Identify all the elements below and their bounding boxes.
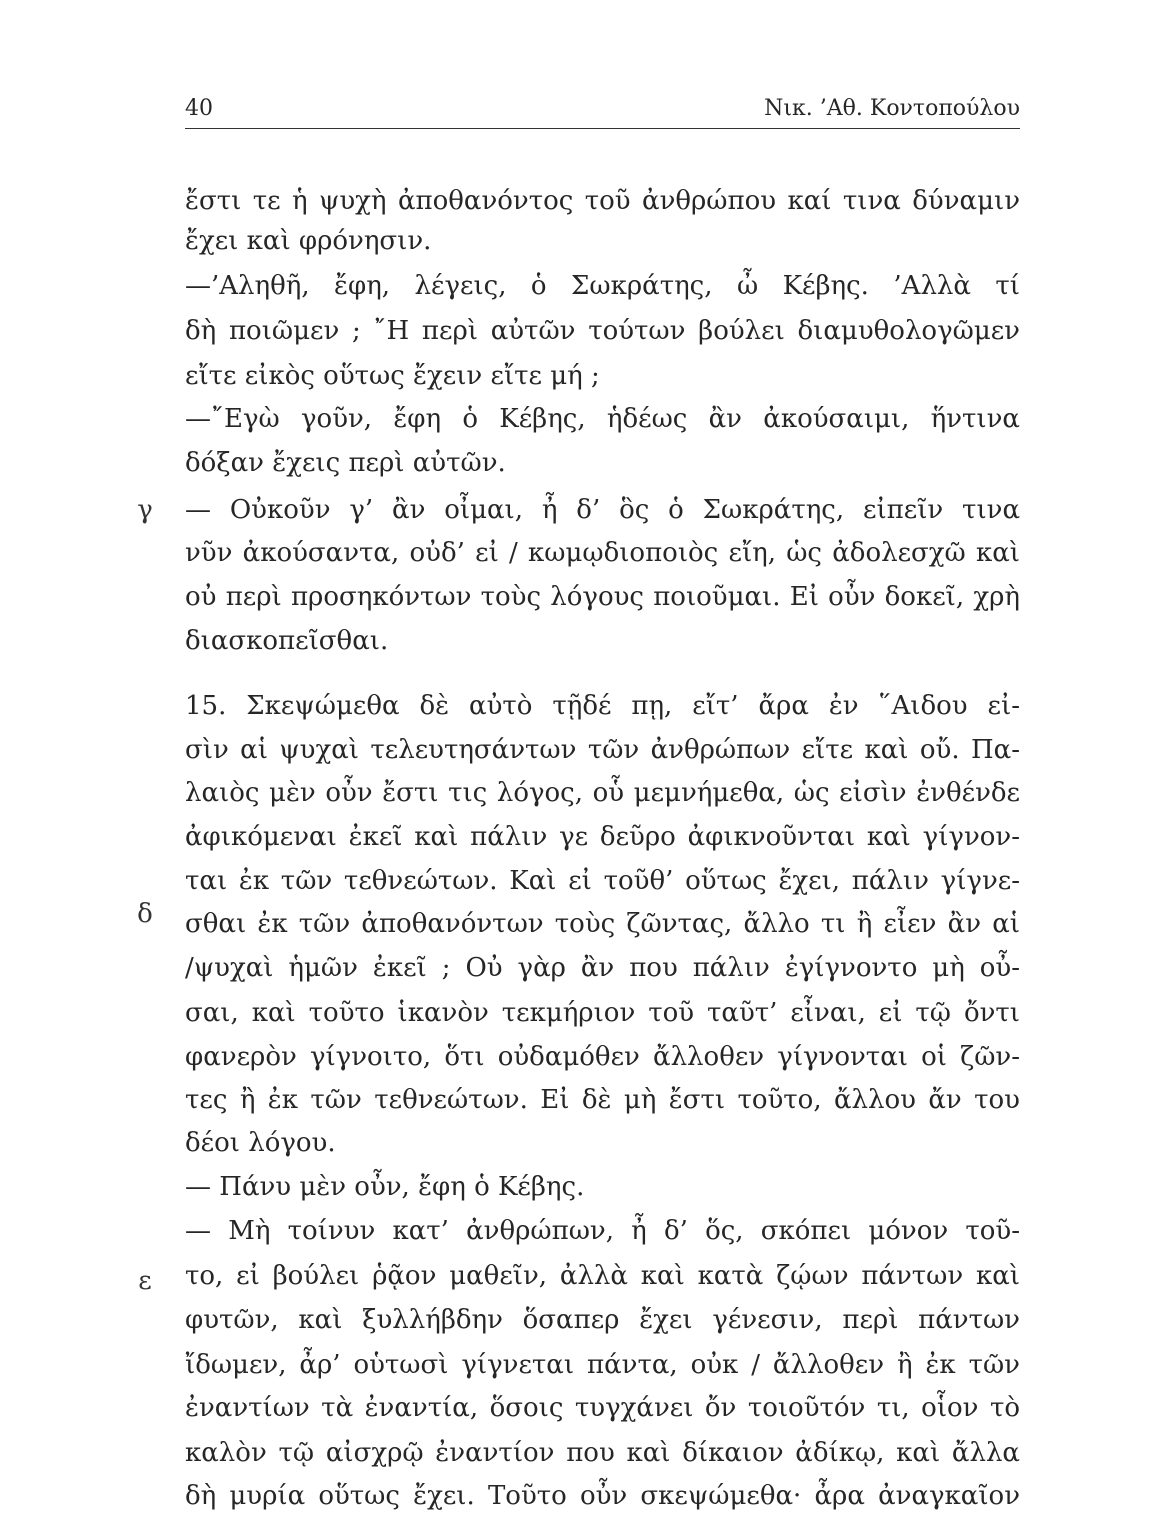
text-line: τες ἢ ἐκ τῶν τεθνεώτων. Εἰ δὲ μὴ ἔστι τοῦτο, ἄλλου ἄν του — [185, 1085, 1020, 1115]
text-line: —’Αληθῆ, ἔφη, λέγεις, ὁ Σωκράτης, ὦ Κέβης. ’Αλλὰ τί — [185, 271, 1020, 301]
text-line: 15. Σκεψώμεθα δὲ αὐτὸ τῇδέ πῃ, εἴτ’ ἄρα ἐν ῞Αιδου εἰ- — [185, 691, 1020, 721]
text-line: ἀφικόμεναι ἐκεῖ καὶ πάλιν γε δεῦρο ἀφικνοῦνται καὶ γίγνον- — [185, 822, 1020, 852]
text-line: — Μὴ τοίνυν κατ’ ἀνθρώπων, ἦ δ’ ὅς, σκόπει μόνον τοῦ- — [185, 1216, 1020, 1246]
text-line: δὴ ποιῶμεν ; ῎Η περὶ αὐτῶν τούτων βούλει διαμυθολογῶμεν — [185, 316, 1020, 346]
text-line: σθαι ἐκ τῶν ἀποθανόντων τοὺς ζῶντας, ἄλλο τι ἢ εἶεν ἂν αἱ — [185, 909, 1020, 939]
text-line: —῎Εγὼ γοῦν, ἔφη ὁ Κέβης, ἡδέως ἂν ἀκούσαιμι, ἥντινα — [185, 404, 1020, 434]
text-line: ται ἐκ τῶν τεθνεώτων. Καὶ εἰ τοῦθ’ οὕτως ἔχει, πάλιν γίγνε- — [185, 866, 1020, 896]
header-rule — [185, 128, 1020, 129]
text-line: — Πάνυ μὲν οὖν, ἔφη ὁ Κέβης. — [185, 1172, 585, 1202]
text-line: ἴδωμεν, ἆρ’ οὑτωσὶ γίγνεται πάντα, οὐκ / ἄλλοθεν ἢ ἐκ τῶν — [185, 1350, 1020, 1380]
text-line: δὴ μυρία οὕτως ἔχει. Τοῦτο οὖν σκεψώμεθα· ἆρα ἀναγκαῖον — [185, 1481, 1020, 1511]
text-line: σαι, καὶ τοῦτο ἱκανὸν τεκμήριον τοῦ ταῦτ’ εἶναι, εἰ τῷ ὄντι — [185, 998, 1020, 1028]
running-title: Νικ. ’Αθ. Κοντοπούλου — [764, 96, 1020, 121]
margin-note-delta: δ — [137, 899, 153, 929]
text-line: ἔχει καὶ φρόνησιν. — [185, 226, 432, 256]
text-line: φανερὸν γίγνοιτο, ὅτι οὐδαμόθεν ἄλλοθεν γίγνονται οἱ ζῶν- — [185, 1042, 1020, 1072]
text-line: /ψυχαὶ ἡμῶν ἐκεῖ ; Οὐ γὰρ ἂν που πάλιν ἐγίγνοντο μὴ οὖ- — [185, 953, 1020, 983]
text-line: σὶν αἱ ψυχαὶ τελευτησάντων τῶν ἀνθρώπων εἴτε καὶ οὔ. Πα- — [185, 735, 1020, 765]
text-line: λαιὸς μὲν οὖν ἔστι τις λόγος, οὗ μεμνήμεθα, ὡς εἰσὶν ἐνθένδε — [185, 778, 1020, 808]
text-line: δόξαν ἔχεις περὶ αὐτῶν. — [185, 448, 506, 478]
margin-note-epsilon: ε — [138, 1266, 152, 1296]
text-line: — Οὐκοῦν γ’ ἂν οἶμαι, ἦ δ’ ὃς ὁ Σωκράτης, εἰπεῖν τινα — [185, 495, 1020, 525]
page-number: 40 — [185, 96, 213, 121]
text-line: φυτῶν, καὶ ξυλλήβδην ὅσαπερ ἔχει γένεσιν, περὶ πάντων — [185, 1305, 1020, 1335]
margin-note-gamma: γ — [137, 495, 153, 525]
text-line: εἴτε εἰκὸς οὕτως ἔχειν εἴτε μή ; — [185, 361, 600, 391]
text-line: οὐ περὶ προσηκόντων τοὺς λόγους ποιοῦμαι. Εἰ οὖν δοκεῖ, χρὴ — [185, 582, 1020, 612]
text-line: το, εἰ βούλει ῥᾷον μαθεῖν, ἀλλὰ καὶ κατὰ ζῴων πάντων καὶ — [185, 1261, 1020, 1291]
text-line: νῦν ἀκούσαντα, οὐδ’ εἰ / κωμῳδιοποιὸς εἴη, ὡς ἀδολεσχῶ καὶ — [185, 538, 1020, 568]
text-line: δέοι λόγου. — [185, 1128, 336, 1158]
text-line: ἔστι τε ἡ ψυχὴ ἀποθανόντος τοῦ ἀνθρώπου καί τινα δύναμιν — [185, 186, 1020, 216]
text-line: διασκοπεῖσθαι. — [185, 626, 389, 656]
running-head — [185, 96, 1020, 126]
text-line: καλὸν τῷ αἰσχρῷ ἐναντίον που καὶ δίκαιον ἀδίκῳ, καὶ ἄλλα — [185, 1438, 1020, 1468]
text-line: ἐναντίων τὰ ἐναντία, ὅσοις τυγχάνει ὄν τοιοῦτόν τι, οἷον τὸ — [185, 1393, 1020, 1423]
